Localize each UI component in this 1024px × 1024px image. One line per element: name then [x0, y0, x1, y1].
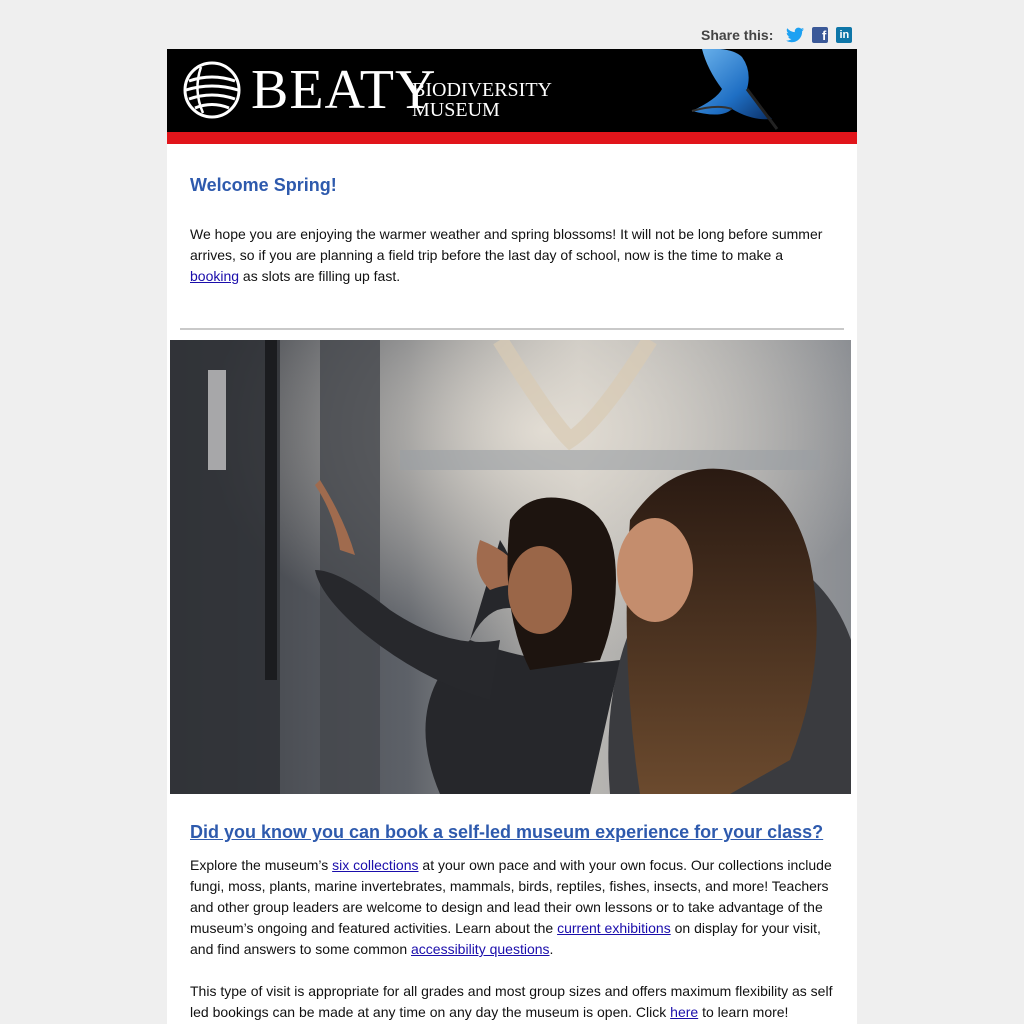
- share-label: Share this:: [701, 27, 774, 43]
- visit-info-text-1: This type of visit is appropriate for all grades and most group sizes and offers maximum flexibility as self led bookings can be made at any time on any day the museum is open. Click: [190, 983, 833, 1020]
- museum-visitors-photo: [170, 340, 851, 794]
- self-led-text-3: on display for your visit, and find answers to some common: [190, 920, 821, 957]
- twitter-icon[interactable]: [786, 27, 804, 43]
- current-exhibitions-link[interactable]: current exhibitions: [557, 920, 671, 936]
- red-accent-bar: [167, 132, 857, 144]
- self-led-paragraph: [190, 855, 838, 960]
- butterfly-image: [662, 49, 792, 132]
- self-led-text-4: .: [549, 941, 554, 957]
- linkedin-icon[interactable]: in: [836, 27, 852, 43]
- six-collections-link[interactable]: six collections: [332, 857, 419, 873]
- newsletter-card: [167, 49, 857, 1024]
- self-led-text-1: Explore the museum’s: [190, 857, 333, 873]
- facebook-icon[interactable]: f: [812, 27, 828, 43]
- welcome-text-2: as slots are filling up fast.: [239, 268, 401, 284]
- logo-subtitle-line2: MUSEUM: [412, 99, 500, 121]
- welcome-paragraph: [190, 224, 830, 287]
- section-divider: [180, 328, 844, 330]
- self-led-title-link[interactable]: Did you know you can book a self-led museum experience for your class?: [190, 822, 824, 842]
- globe-logo-icon: [183, 61, 241, 119]
- here-link[interactable]: here: [670, 1004, 699, 1020]
- welcome-text-1: We hope you are enjoying the warmer weather and spring blossoms! It will not be long before summer arrives, so if you are planning a field trip before the last day of school, now is the time to make a: [190, 226, 823, 263]
- share-bar: [701, 27, 860, 43]
- self-led-text-2: at your own pace and with your own focus. Our collections include fungi, moss, plants, marine invertebrates, mammals, birds, reptiles, fishes, insects, and more! Teachers and other group leaders are welcome to design and lead their own lessons or to take advantage of the museum’s ongoing and featured activities. Learn about the: [190, 857, 832, 936]
- logo-subtitle: [412, 80, 552, 120]
- booking-link[interactable]: booking: [190, 268, 240, 284]
- logo-subtitle-line1: BIODIVERSITY: [412, 79, 552, 101]
- visit-info-text-2: to learn more!: [698, 1004, 789, 1020]
- accessibility-questions-link[interactable]: accessibility questions: [411, 941, 550, 957]
- visit-info-paragraph: [190, 981, 838, 1023]
- header-banner: [167, 49, 857, 132]
- logo-wordmark: BEATY: [251, 59, 437, 121]
- welcome-title: Welcome Spring!: [190, 175, 337, 195]
